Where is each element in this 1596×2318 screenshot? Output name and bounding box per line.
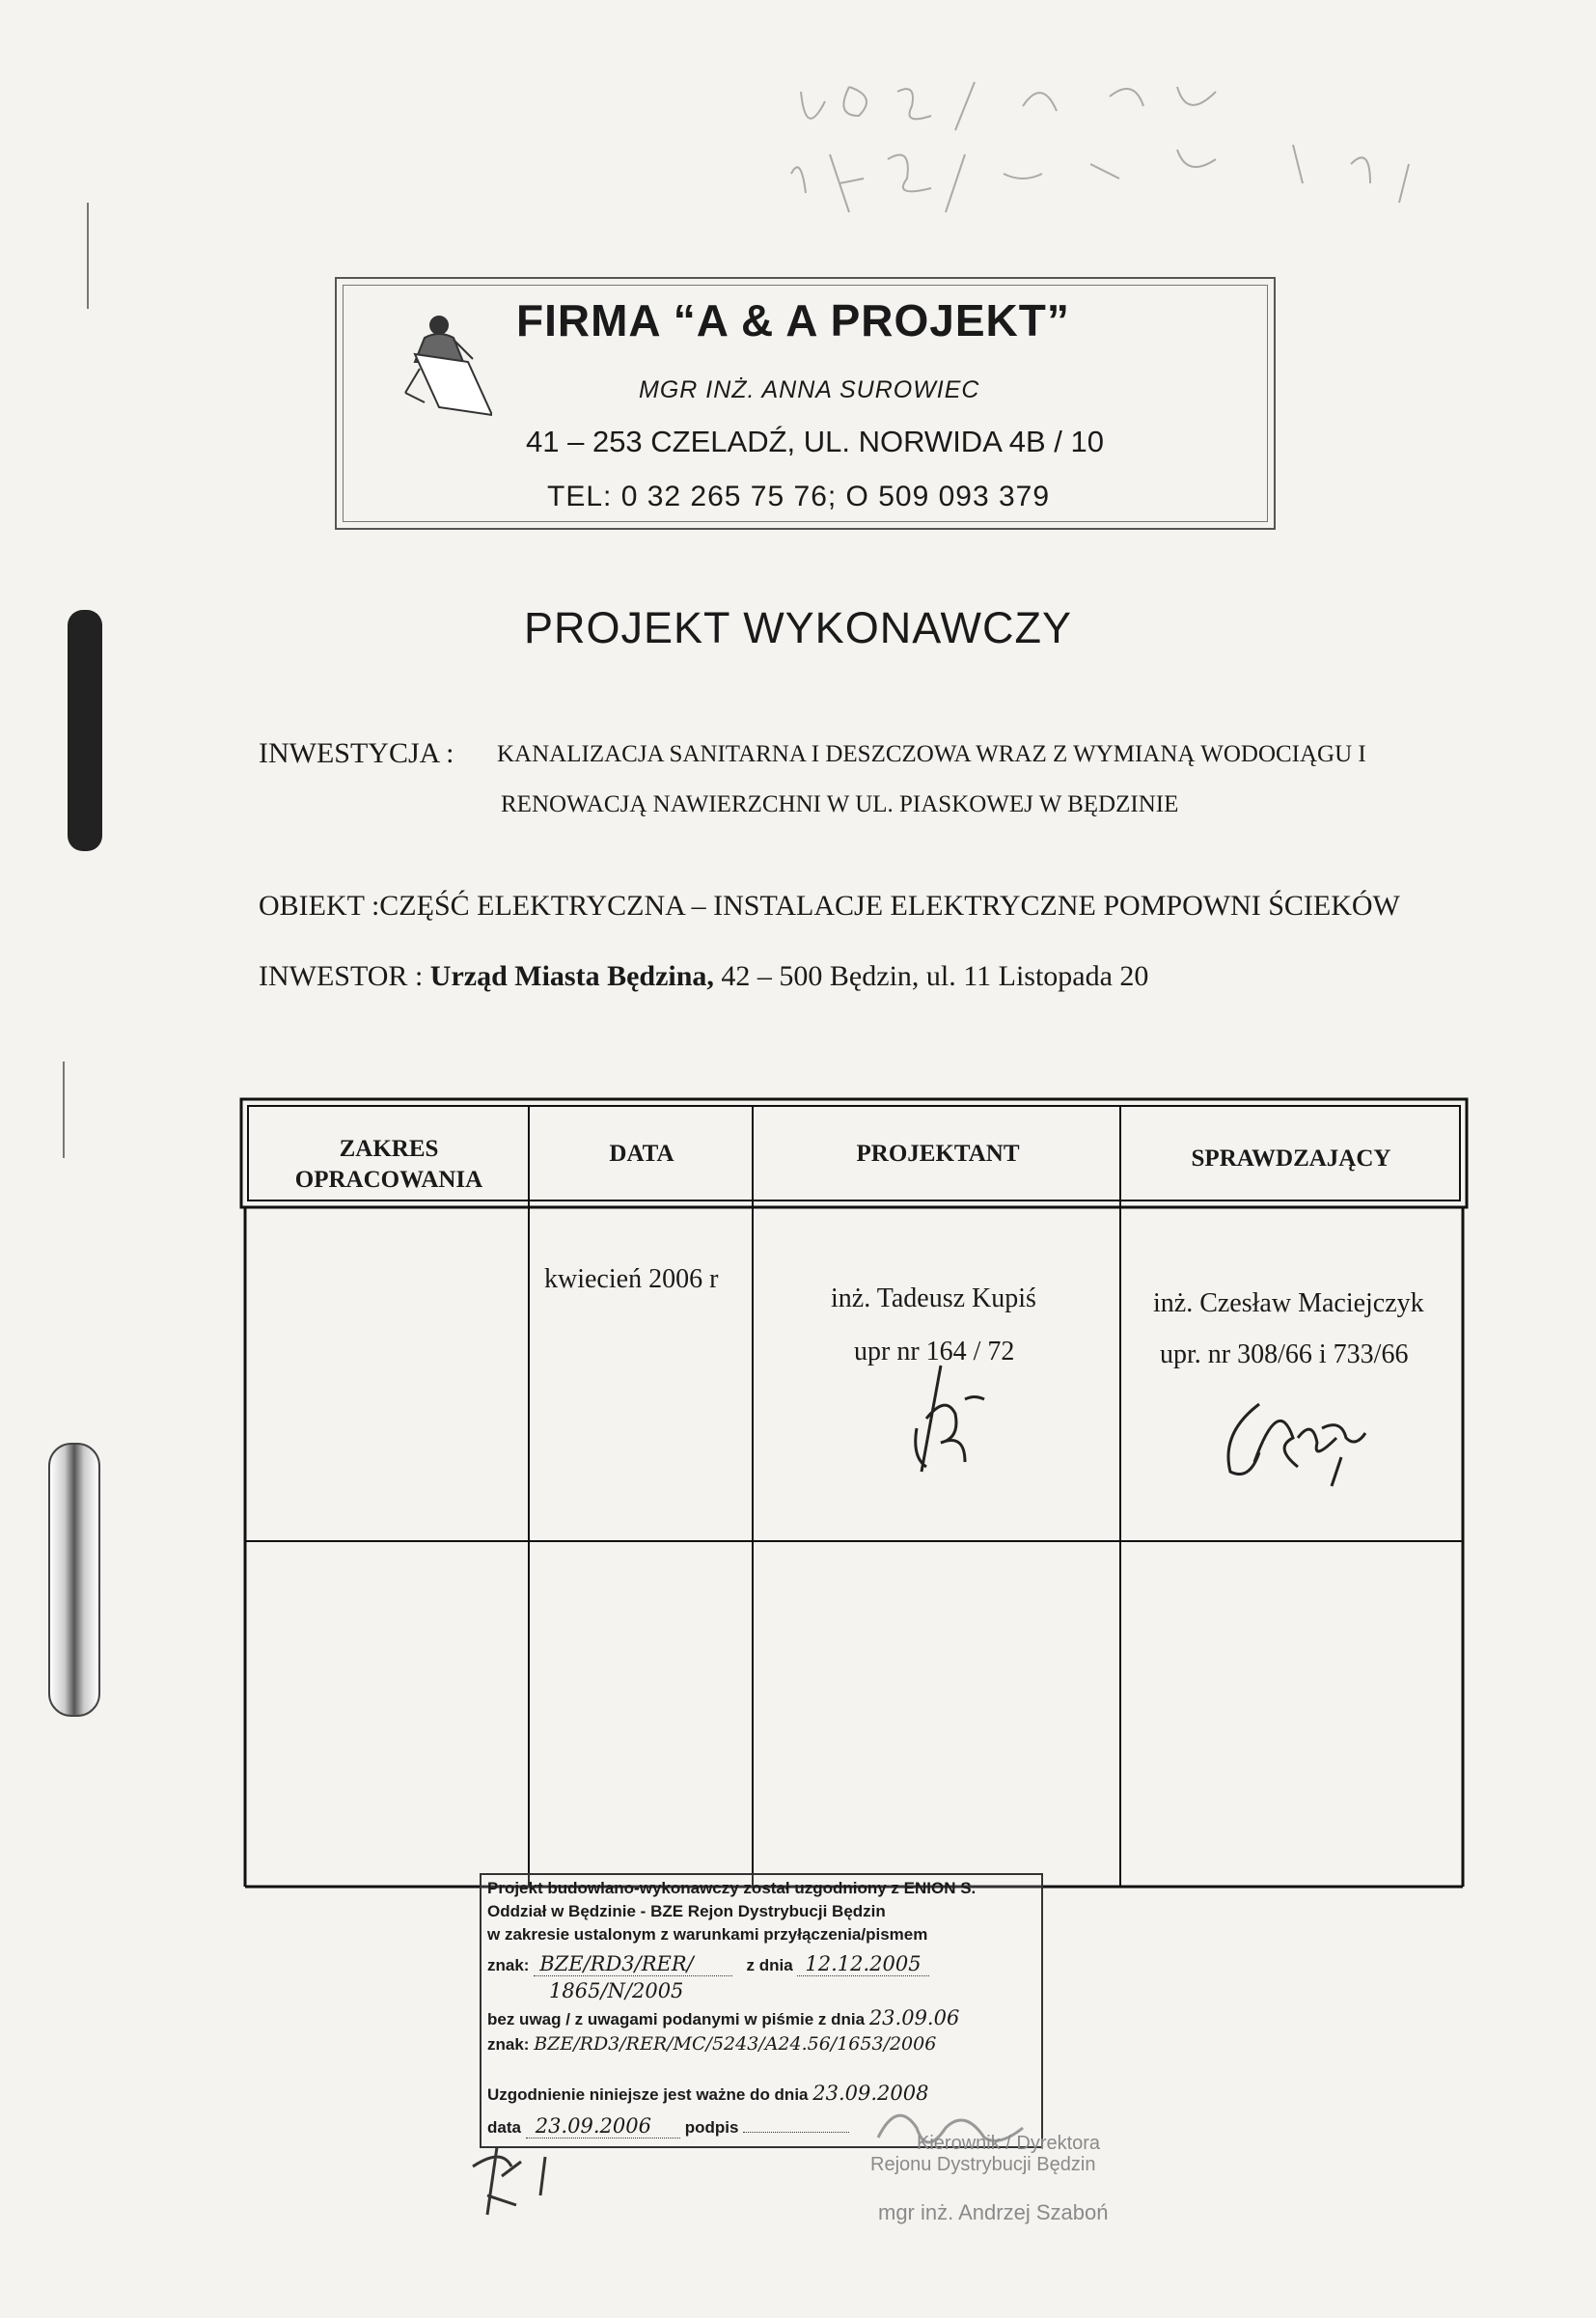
stamp-znak2-value: BZE/RD3/RER/MC/5243/A24.56/1653/2006 (534, 2033, 937, 2055)
row1-designer-permit: upr nr 164 / 72 (854, 1337, 1015, 1366)
investment-line-2: RENOWACJĄ NAWIERZCHNI W UL. PIASKOWEJ W BĘDZINIE (501, 791, 1179, 817)
object-text: CZĘŚĆ ELEKTRYCZNA – INSTALACJE ELEKTRYCZNE POMPOWNI ŚCIEKÓW (379, 890, 1400, 922)
binder-clip-mark (48, 1443, 100, 1717)
scan-mark (63, 1062, 65, 1158)
faded-stamp-line-1: Kierownik / Dyrektora (917, 2133, 1101, 2154)
stamp-date-value: 12.12.2005 (797, 1952, 928, 1976)
investor-line (259, 960, 1148, 993)
stamp-znak2-row: znak: BZE/RD3/RER/MC/5243/A24.56/1653/2006 (487, 2033, 937, 2055)
header-designer: PROJEKTANT (856, 1141, 1020, 1167)
faded-stamp-line-3: mgr inż. Andrzej Szaboń (878, 2200, 1109, 2224)
stamp-line-1: Projekt budowlano-wykonawczy został uzgodniony z ENION S. (487, 1879, 977, 1897)
investor-name: Urząd Miasta Będzina, (429, 960, 714, 992)
handwritten-archive-number (772, 68, 1505, 232)
row1-date: kwiecień 2006 r (544, 1264, 719, 1294)
header-date: DATA (609, 1141, 674, 1167)
stamp-validity-row: Uzgodnienie niniejsze jest ważne do dnia 23.09.2008 (487, 2082, 929, 2105)
stamp-znak-value: BZE/RD3/RER/ (534, 1952, 732, 1976)
faded-stamp-line-2: Rejonu Dystrybucji Będzin (870, 2154, 1096, 2175)
initials-mark (463, 2138, 560, 2224)
firm-phone: TEL: 0 32 265 75 76; O 509 093 379 (547, 481, 1051, 512)
investor-address: 42 – 500 Będzin, ul. 11 Listopada 20 (721, 960, 1149, 992)
row1-designer-name: inż. Tadeusz Kupiś (831, 1283, 1036, 1313)
firm-owner: MGR INŻ. ANNA SUROWIEC (639, 376, 980, 403)
object-line (259, 890, 1400, 923)
stamp-znak-row: znak: BZE/RD3/RER/ z dnia 12.12.2005 (487, 1952, 929, 1975)
stamp-sign-date: 23.09.2006 (526, 2114, 680, 2139)
stamp-sign-row: data 23.09.2006 podpis (487, 2114, 849, 2138)
investment-line-1: KANALIZACJA SANITARNA I DESZCZOWA WRAZ Z WYMIANĄ WODOCIĄGU I (497, 741, 1366, 767)
stamp-validity-date: 23.09.2008 (812, 2082, 929, 2105)
stamp-remarks-row: bez uwag / z uwagami podanymi w piśmie z dnia 23.09.06 (487, 2006, 960, 2029)
stamp-line-2: Oddział w Będzinie - BZE Rejon Dystrybucji Będzin (487, 1902, 886, 1920)
draftsman-logo (396, 311, 492, 436)
stamp-line-3: w zakresie ustalonym z warunkami przyłączenia/pismem (487, 1925, 928, 1944)
row1-checker-permit: upr. nr 308/66 i 733/66 (1160, 1339, 1409, 1369)
firm-address: 41 – 253 CZELADŹ, UL. NORWIDA 4B / 10 (526, 425, 1105, 458)
row1-checker-name: inż. Czesław Maciejczyk (1153, 1288, 1424, 1318)
document-title: PROJEKT WYKONAWCZY (523, 603, 1073, 652)
investment-label: INWESTYCJA : (259, 737, 454, 769)
stamp-reference-number: 1865/N/2005 (549, 1979, 684, 2002)
stamp-remarks-date: 23.09.06 (868, 2006, 960, 2029)
scan-mark (87, 203, 89, 309)
firm-name: FIRMA “A & A PROJEKT” (516, 295, 1070, 345)
checker-signature (1206, 1385, 1380, 1496)
header-checker: SPRAWDZAJĄCY (1191, 1145, 1391, 1172)
investor-label: INWESTOR : (259, 960, 424, 992)
object-label: OBIEKT : (259, 890, 380, 922)
designer-signature (888, 1361, 1004, 1486)
header-scope: ZAKRES OPRACOWANIA (294, 1136, 483, 1193)
